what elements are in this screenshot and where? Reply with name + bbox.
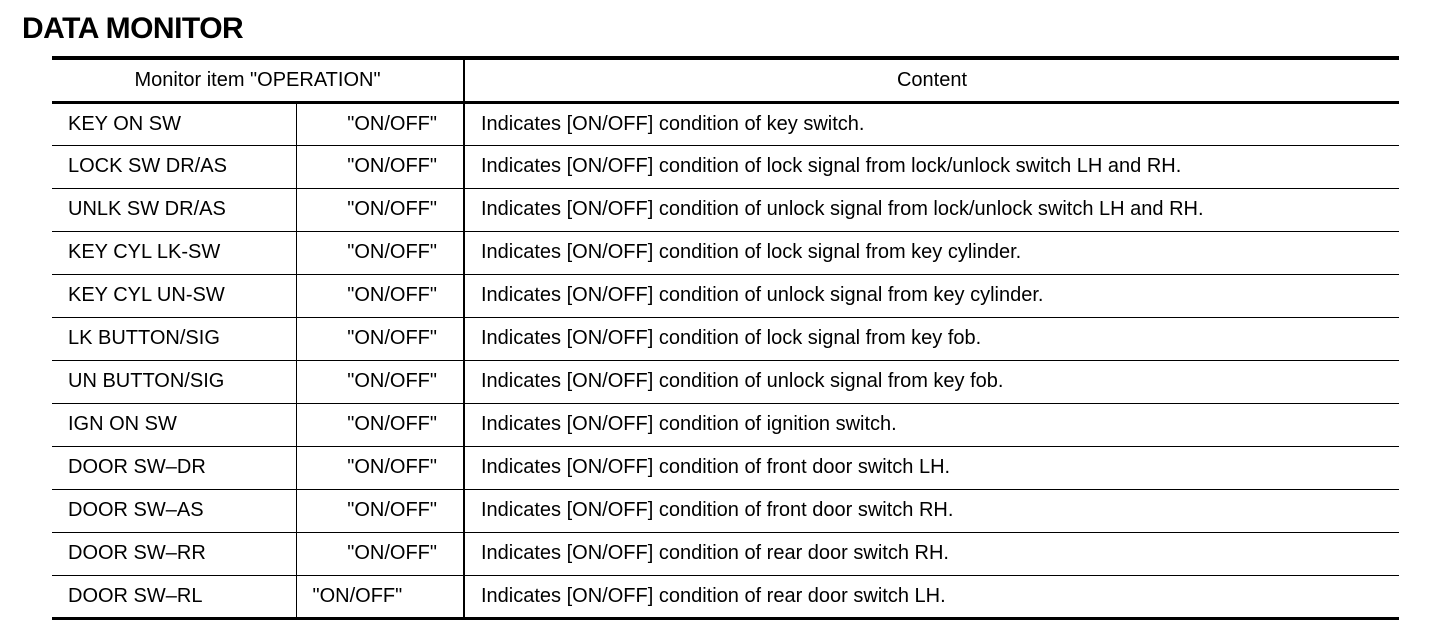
table-header bbox=[52, 58, 1399, 102]
table-row bbox=[52, 102, 1399, 145]
table-row bbox=[52, 360, 1399, 403]
content-cell: Indicates [ON/OFF] condition of unlock signal from lock/unlock switch LH and RH. bbox=[481, 198, 1204, 220]
content-cell: Indicates [ON/OFF] condition of unlock signal from key fob. bbox=[481, 370, 1004, 392]
table-row bbox=[52, 317, 1399, 360]
header-monitor-item: Monitor item "OPERATION" bbox=[52, 58, 464, 102]
content-cell: Indicates [ON/OFF] condition of front door switch LH. bbox=[481, 456, 951, 478]
content-cell: Indicates [ON/OFF] condition of lock signal from lock/unlock switch LH and RH. bbox=[481, 155, 1182, 177]
monitor-value-cell: "ON/OFF" bbox=[296, 188, 464, 231]
monitor-value-cell: "ON/OFF" bbox=[296, 403, 464, 446]
table-row bbox=[52, 575, 1399, 618]
monitor-item-cell: LK BUTTON/SIG bbox=[52, 317, 296, 360]
table-row bbox=[52, 403, 1399, 446]
table-row bbox=[52, 188, 1399, 231]
header-content: Content bbox=[896, 68, 968, 91]
content-cell: Indicates [ON/OFF] condition of lock signal from key fob. bbox=[481, 327, 982, 349]
monitor-item-cell: DOOR SW–RL bbox=[52, 575, 296, 618]
monitor-value-cell: "ON/OFF" bbox=[296, 360, 464, 403]
monitor-value-cell: "ON/OFF" bbox=[296, 489, 464, 532]
table-row bbox=[52, 231, 1399, 274]
monitor-value-cell: "ON/OFF" bbox=[296, 274, 464, 317]
monitor-item-cell: DOOR SW–RR bbox=[52, 532, 296, 575]
monitor-item-cell: IGN ON SW bbox=[52, 403, 296, 446]
table-row bbox=[52, 532, 1399, 575]
page-title: DATA MONITOR bbox=[22, 12, 244, 45]
monitor-item-cell: UNLK SW DR/AS bbox=[52, 188, 296, 231]
monitor-value-cell: "ON/OFF" bbox=[296, 575, 464, 618]
data-monitor-table bbox=[52, 56, 1399, 620]
content-cell: Indicates [ON/OFF] condition of lock signal from key cylinder. bbox=[481, 241, 1022, 263]
table-row bbox=[52, 274, 1399, 317]
table-row bbox=[52, 145, 1399, 188]
monitor-item-cell: LOCK SW DR/AS bbox=[52, 145, 296, 188]
content-cell: Indicates [ON/OFF] condition of rear door switch RH. bbox=[481, 542, 949, 564]
monitor-value-cell: "ON/OFF" bbox=[296, 145, 464, 188]
monitor-item-cell: KEY ON SW bbox=[52, 102, 296, 145]
monitor-item-cell: DOOR SW–AS bbox=[52, 489, 296, 532]
monitor-value-cell: "ON/OFF" bbox=[296, 532, 464, 575]
monitor-value-cell: "ON/OFF" bbox=[296, 446, 464, 489]
monitor-value-cell: "ON/OFF" bbox=[296, 231, 464, 274]
header-row bbox=[52, 58, 1399, 102]
table-row bbox=[52, 446, 1399, 489]
table-body bbox=[52, 102, 1399, 618]
monitor-value-cell: "ON/OFF" bbox=[296, 102, 464, 145]
content-cell: Indicates [ON/OFF] condition of unlock signal from key cylinder. bbox=[481, 284, 1044, 306]
monitor-item-cell: UN BUTTON/SIG bbox=[52, 360, 296, 403]
monitor-item-cell: KEY CYL UN-SW bbox=[52, 274, 296, 317]
table-row bbox=[52, 489, 1399, 532]
monitor-item-cell: KEY CYL LK-SW bbox=[52, 231, 296, 274]
content-cell: Indicates [ON/OFF] condition of ignition switch. bbox=[481, 413, 897, 435]
content-cell: Indicates [ON/OFF] condition of front door switch RH. bbox=[481, 499, 954, 521]
content-cell: Indicates [ON/OFF] condition of key switch. bbox=[481, 112, 865, 135]
content-cell: Indicates [ON/OFF] condition of rear door switch LH. bbox=[481, 584, 946, 607]
monitor-item-cell: DOOR SW–DR bbox=[52, 446, 296, 489]
monitor-value-cell: "ON/OFF" bbox=[296, 317, 464, 360]
